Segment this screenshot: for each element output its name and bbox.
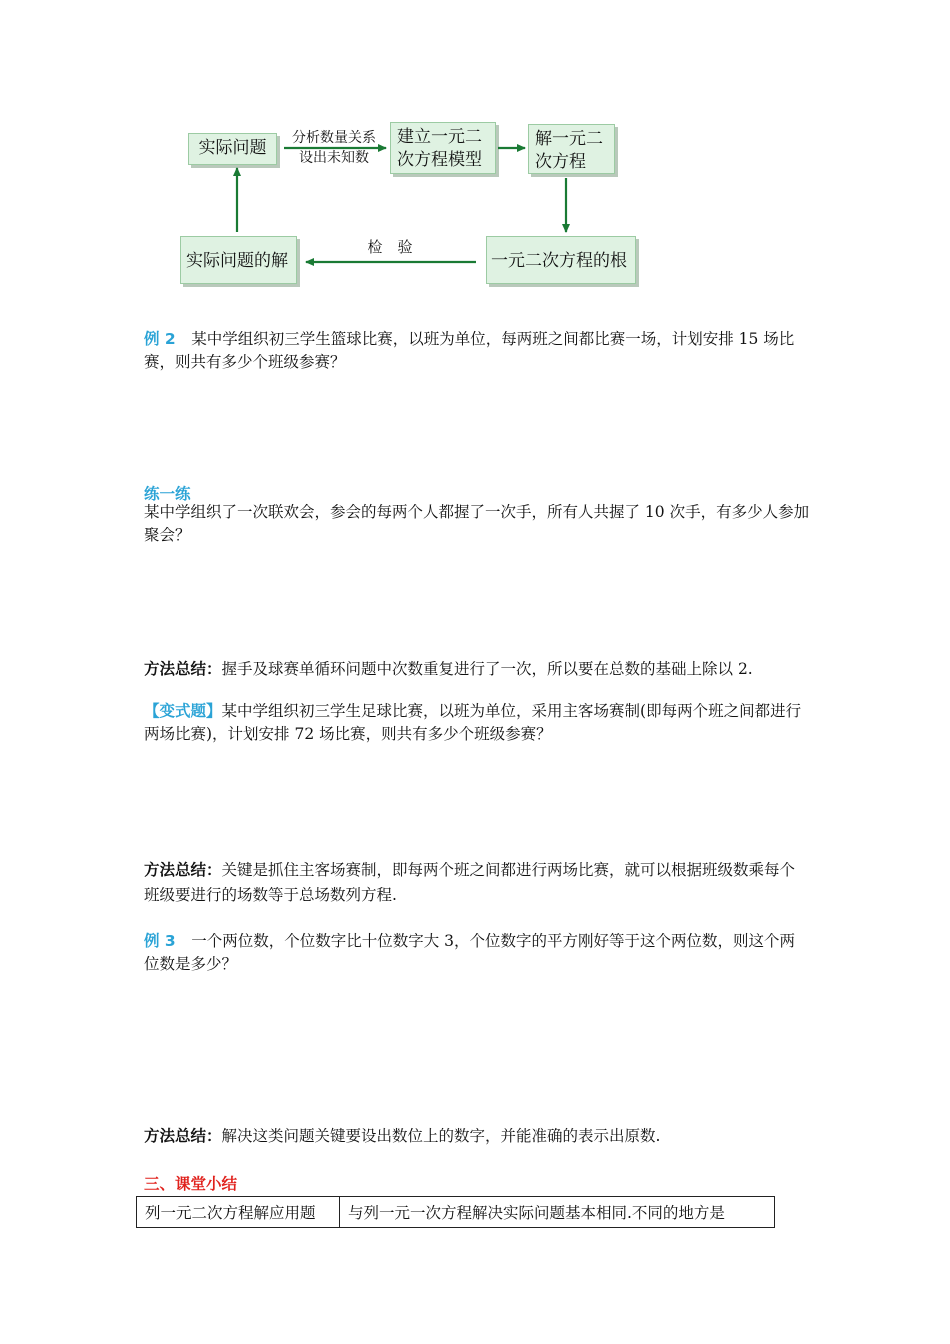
example-3-text: 一个两位数，个位数字比十位数字大 3，个位数字的平方刚好等于这个两位数，则这个两位数是多少？ [144, 932, 795, 973]
section-3-title: 三、课堂小结 [144, 1175, 238, 1193]
method-summary-2-text: 关键是抓住主客场赛制，即每两个班之间都进行两场比赛，就可以根据班级数乘每个班级要进行的场数等于总场数列方程. [144, 861, 796, 904]
variant-tag: 【变式题】 [144, 702, 222, 720]
method-summary-2-label: 方法总结： [144, 861, 222, 879]
flow-arrows [0, 0, 950, 320]
table-row [137, 1197, 775, 1228]
example-2 [144, 328, 810, 374]
method-summary-3-label: 方法总结： [144, 1127, 222, 1145]
method-summary-1-text: 握手及球赛单循环问题中次数重复进行了一次，所以要在总数的基础上除以 2. [221, 660, 753, 678]
method-summary-2 [144, 858, 810, 908]
variant-problem [144, 700, 810, 746]
table-cell-topic: 列一元二次方程解应用题 [137, 1197, 340, 1228]
flow-box-build-model: 建立一元二 次方程模型 [390, 122, 496, 174]
flow-box-roots: 一元二次方程的根 [486, 236, 636, 284]
flow-box-solution: 实际问题的解 [180, 236, 297, 284]
method-summary-1-label: 方法总结： [144, 660, 222, 678]
flow-box-practical-problem: 实际问题 [188, 133, 277, 165]
method-summary-1 [144, 658, 810, 681]
practice-text: 某中学组织了一次联欢会，参会的每两个人都握了一次手，所有人共握了 10 次手，有多少人参加聚会？ [144, 503, 810, 544]
variant-text: 某中学组织初三学生足球比赛，以班为单位，采用主客场赛制(即每两个班之间都进行两场比赛)，计划安排 72 场比赛，则共有多少个班级参赛？ [144, 702, 802, 743]
method-summary-3-text: 解决这类问题关键要设出数位上的数字，并能准确的表示出原数. [221, 1127, 661, 1145]
flow-label-analyze: 分析数量关系 设出未知数 [292, 130, 376, 166]
practice-title: 练一练 [144, 485, 191, 503]
table-cell-description: 与列一元一次方程解决实际问题基本相同.不同的地方是 [340, 1197, 775, 1228]
summary-table [136, 1196, 775, 1228]
example-2-text: 某中学组织初三学生篮球比赛，以班为单位，每两班之间都比赛一场，计划安排 15 场比赛，则共有多少个班级参赛？ [144, 330, 795, 371]
example-2-tag: 例 2 [144, 330, 176, 348]
method-summary-3 [144, 1125, 810, 1148]
flow-box-solve: 解一元二 次方程 [528, 124, 615, 174]
example-3 [144, 930, 810, 976]
flow-label-check: 检 验 [367, 238, 413, 256]
example-3-tag: 例 3 [144, 932, 176, 950]
